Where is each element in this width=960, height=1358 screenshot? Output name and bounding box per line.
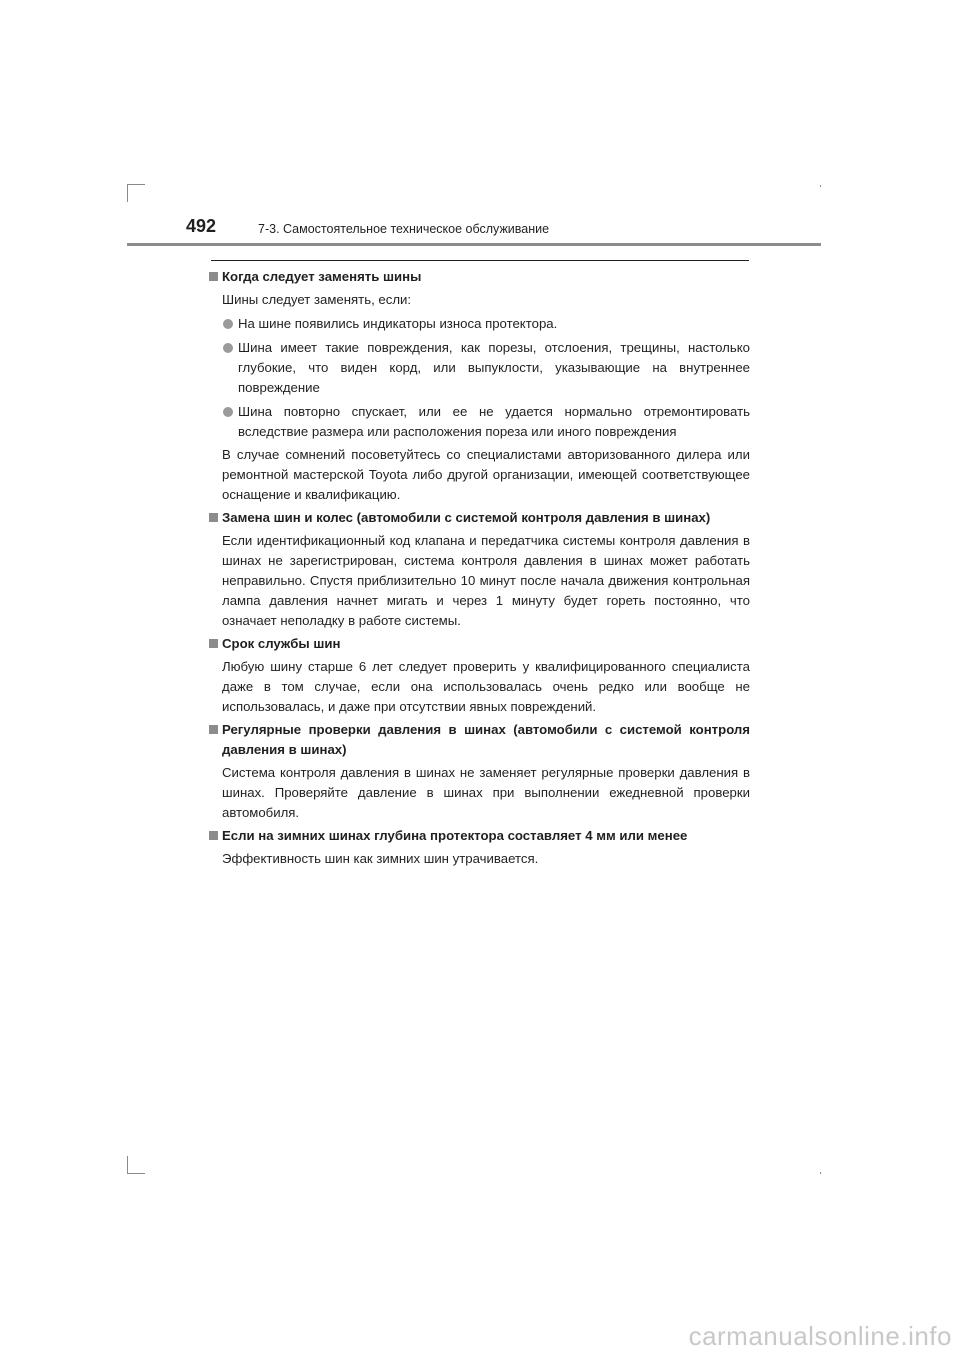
section-intro: Шины следует заменять, если: — [222, 292, 412, 307]
heading-text: Если на зимних шинах глубина протектора составляет 4 мм или менее — [222, 828, 688, 843]
square-bullet-icon — [209, 831, 218, 840]
crop-mark-bottom-left-v — [127, 1156, 128, 1174]
square-bullet-icon — [209, 725, 218, 734]
section-outro: В случае сомнений посоветуйтесь со специалистами авторизованного дилера или ремонтной мастерской Toyota либо другой организации, имеющей соответствующее оснащение и квалификацию. — [222, 447, 750, 502]
header-divider — [127, 243, 821, 246]
crop-mark-top-left-v — [127, 184, 128, 202]
list-item — [208, 402, 750, 442]
section-heading — [208, 720, 750, 760]
crop-mark-top-right — [820, 185, 821, 187]
list-item-text: На шине появились индикаторы износа протектора. — [238, 316, 558, 331]
crop-mark-bottom-left-h — [127, 1173, 145, 1174]
section-body: Эффективность шин как зимних шин утрачивается. — [222, 851, 539, 866]
page-number: 492 — [186, 216, 217, 236]
square-bullet-icon — [209, 272, 218, 281]
section-body: Система контроля давления в шинах не заменяет регулярные проверки давления в шинах. Проверяйте давление в шинах при выполнении ежедневной проверки автомобиля. — [222, 765, 750, 820]
section-heading — [208, 634, 750, 654]
list-item-text: Шина имеет такие повреждения, как порезы, отслоения, трещины, настолько глубокие, что виден корд, или выпуклости, указывающие на внутреннее повреждение — [238, 340, 750, 395]
section-heading — [208, 508, 750, 528]
circle-bullet-icon — [223, 319, 233, 329]
section-heading — [208, 267, 750, 287]
heading-text: Замена шин и колес (автомобили с системой контроля давления в шинах) — [222, 510, 711, 525]
crop-mark-bottom-right — [820, 1172, 821, 1174]
circle-bullet-icon — [223, 343, 233, 353]
list-item — [208, 338, 750, 398]
list-item-text: Шина повторно спускает, или ее не удается нормально отремонтировать вследствие размера или расположения пореза или иного повреждения — [238, 404, 750, 439]
section-body: Если идентификационный код клапана и передатчика системы контроля давления в шинах не зарегистрирован, система контроля давления в шинах может работать неправильно. Спустя приблизительно 10 минут после начала движения контрольная лампа давления начнет мигать и через 1 минуту будет гореть постоянно, что означает неполадку в работе системы. — [222, 533, 750, 628]
section-title: 7-3. Самостоятельное техническое обслуживание — [258, 222, 550, 236]
list-item — [208, 314, 750, 334]
content-divider — [211, 260, 749, 261]
circle-bullet-icon — [223, 407, 233, 417]
square-bullet-icon — [209, 639, 218, 648]
heading-text: Когда следует заменять шины — [222, 269, 422, 284]
watermark: carmanualsonline.info — [688, 1321, 952, 1351]
heading-text: Срок службы шин — [222, 636, 341, 651]
square-bullet-icon — [209, 513, 218, 522]
section-body: Любую шину старше 6 лет следует проверить у квалифицированного специалиста даже в том случае, если она использовалась очень редко или вообще не использовалась, и даже при отсутствии явных повреждений. — [222, 659, 750, 714]
section-heading — [208, 826, 750, 846]
crop-mark-top-left-h — [127, 184, 145, 185]
page-content — [208, 264, 750, 869]
heading-text: Регулярные проверки давления в шинах (автомобили с системой контроля давления в шинах) — [222, 722, 750, 757]
